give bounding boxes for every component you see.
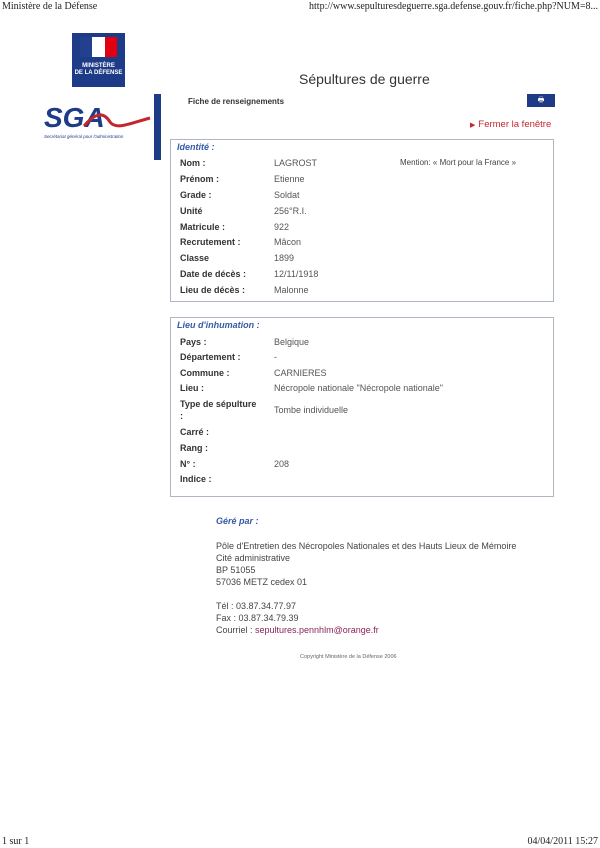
arrow-right-icon: ▶ xyxy=(470,122,476,129)
field-label: Pays : xyxy=(180,337,207,347)
print-footer-page: 1 sur 1 xyxy=(2,836,30,847)
copyright: Copyright Ministère de la Défense 2006 xyxy=(300,654,397,660)
fiche-heading: Fiche de renseignements xyxy=(188,97,285,106)
field-label: Date de décès : xyxy=(180,269,247,279)
print-header-title: Ministère de la Défense xyxy=(2,1,98,12)
sga-logo-bar xyxy=(154,94,161,160)
field-label: Lieu : xyxy=(180,383,204,393)
managed-by-email-row xyxy=(216,625,379,635)
sga-logo-subtitle: Secrétariat général pour l'administration xyxy=(44,134,124,139)
field-value: Etienne xyxy=(274,174,305,184)
field-label: Unité xyxy=(180,206,203,216)
ministry-logo-text-1: MINISTÈRE xyxy=(82,63,115,69)
close-window-label: Fermer la fenêtre xyxy=(478,119,552,130)
managed-by-line3: BP 51055 xyxy=(216,565,256,575)
field-value: 922 xyxy=(274,222,290,232)
field-value: CARNIERES xyxy=(274,368,327,378)
field-value: Belgique xyxy=(274,337,310,347)
ministry-logo-text-2: DE LA DÉFENSE xyxy=(74,70,123,76)
managed-by-line4: 57036 METZ cedex 01 xyxy=(216,577,308,587)
field-label: Département : xyxy=(180,352,241,362)
burial-panel xyxy=(170,317,554,497)
field-value: LAGROST xyxy=(274,158,318,168)
identity-title: Identité : xyxy=(177,142,215,152)
field-label: Nom : xyxy=(180,158,206,168)
field-label: Type de sépulture xyxy=(180,399,257,409)
field-label: Commune : xyxy=(180,368,230,378)
ministry-logo xyxy=(72,33,125,87)
field-value: 256°R.I. xyxy=(274,206,307,216)
field-value: - xyxy=(274,352,277,362)
burial-title: Lieu d'inhumation : xyxy=(177,320,260,330)
sga-logo xyxy=(36,94,164,160)
email-label: Courriel : xyxy=(216,625,256,635)
print-footer-datetime: 04/04/2011 15:27 xyxy=(527,836,598,847)
field-label: Grade : xyxy=(180,190,212,200)
field-label: N° : xyxy=(180,459,196,469)
field-value: 12/11/1918 xyxy=(274,269,319,279)
field-value: Nécropole nationale "Nécropole nationale" xyxy=(274,383,444,393)
field-label: Prénom : xyxy=(180,174,220,184)
field-label: Rang : xyxy=(180,443,208,453)
page-title: Sépultures de guerre xyxy=(299,71,430,87)
managed-by-line1: Pôle d'Entretien des Nécropoles Nationales et des Hauts Lieux de Mémoire xyxy=(216,541,517,551)
managed-by-title: Géré par : xyxy=(216,516,259,526)
field-value: Tombe individuelle xyxy=(274,405,349,415)
field-label: Recrutement : xyxy=(180,237,241,247)
field-value: 208 xyxy=(274,459,290,469)
field-label-colon: : xyxy=(180,411,183,421)
field-value: Malonne xyxy=(274,285,309,295)
field-label: Matricule : xyxy=(180,222,226,232)
field-value: 1899 xyxy=(274,253,295,263)
field-value: Mâcon xyxy=(274,237,302,247)
sga-logo-letters: SGA xyxy=(44,102,105,133)
managed-by-tel: Tél : 03.87.34.77.97 xyxy=(216,601,297,611)
close-window-link[interactable] xyxy=(470,119,551,130)
field-label: Classe xyxy=(180,253,210,263)
sga-swoosh-icon xyxy=(82,108,152,132)
french-flag-icon xyxy=(80,37,117,57)
field-label: Indice : xyxy=(180,474,212,484)
field-label: Carré : xyxy=(180,427,210,437)
field-value: Soldat xyxy=(274,190,300,200)
email-link[interactable]: sepultures.pennhlm@orange.fr xyxy=(255,625,379,635)
print-header-url: http://www.sepulturesdeguerre.sga.defense.gouv.fr/fiche.php?NUM=8... xyxy=(309,1,598,12)
identity-panel xyxy=(170,139,554,302)
managed-by-fax: Fax : 03.87.34.79.39 xyxy=(216,613,299,623)
managed-by-line2: Cité administrative xyxy=(216,553,291,563)
mention-text: Mention: « Mort pour la France » xyxy=(400,158,517,167)
field-label: Lieu de décès : xyxy=(180,285,246,295)
print-button[interactable]: 🖶 xyxy=(527,94,555,107)
